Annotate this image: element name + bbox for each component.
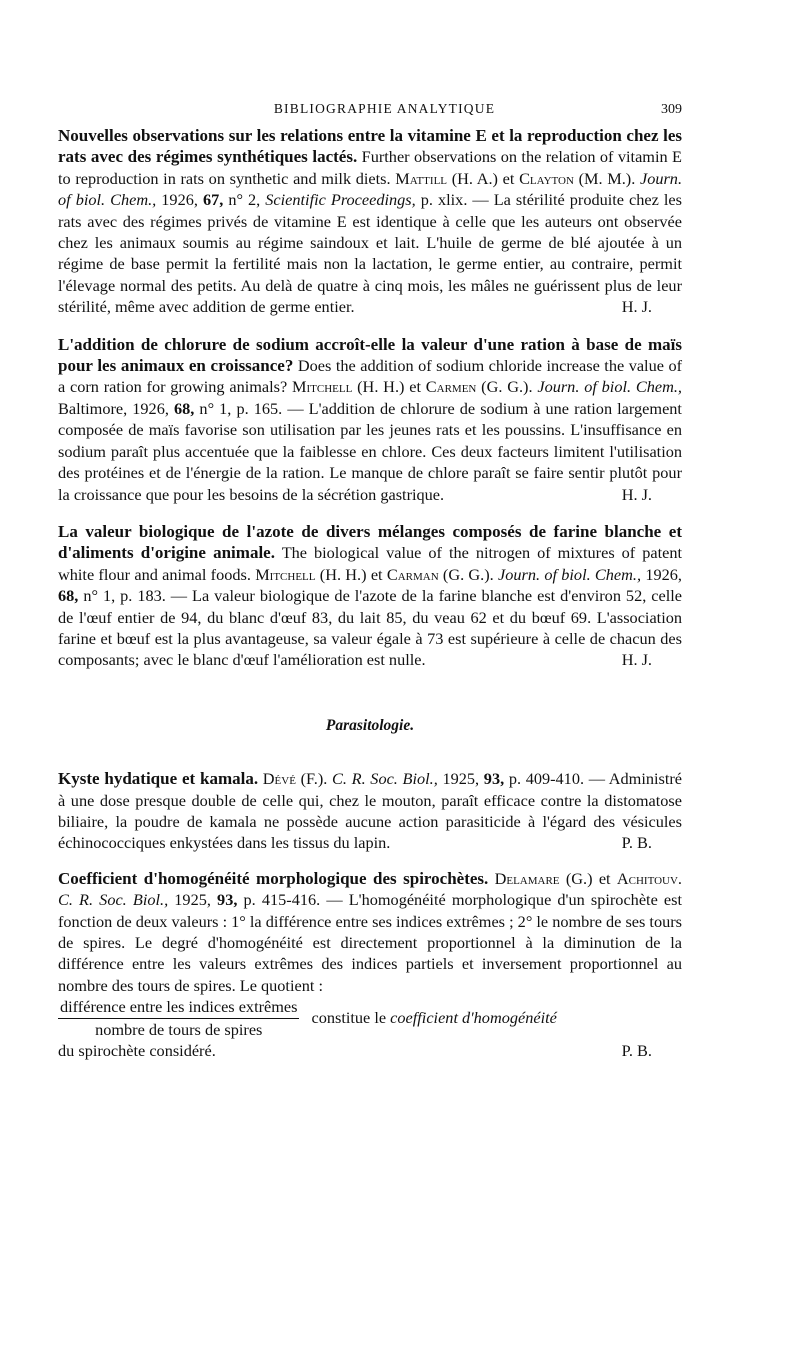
author: Achitouv. [616, 868, 682, 888]
formula-fraction [58, 996, 299, 1040]
year: 1926, [132, 398, 169, 418]
pages: p. 415-416. [243, 890, 321, 910]
author-initials: (M. M.). [578, 168, 636, 188]
author-initials: (H. H.) [319, 564, 367, 584]
signature: H. J. [621, 484, 652, 504]
fraction-numerator: différence entre les indices extrêmes [58, 996, 299, 1018]
author: Delamare [494, 868, 560, 888]
running-head-title: BIBLIOGRAPHIE ANALYTIQUE [273, 101, 496, 116]
year: 1925, [442, 769, 480, 789]
entry-title: Nouvelles observations sur les relations entre la vitamine E et la reproduction chez les rats avec des régimes synthétiques lactés. [58, 126, 682, 167]
author-initials: (G.) [565, 868, 593, 888]
supplement: Scientific Proceedings, [265, 190, 416, 210]
signature: P. B. [621, 1041, 652, 1061]
entry-title: Coefficient d'homogénéité morphologique des spirochètes. [58, 868, 489, 888]
journal: Journ. of biol. Chem., [58, 168, 683, 210]
entry-english-title: The biological value of the nitrogen of mixtures of patent white flour and animal foods. [58, 543, 683, 584]
entry-english-title: Does the addition of sodium chloride increase the value of a corn ration for growing animals? [58, 356, 683, 397]
conjunction: et [502, 168, 515, 188]
formula-text: constitue le [311, 1008, 387, 1028]
formula-line [58, 996, 682, 1040]
volume: 67, [202, 190, 224, 210]
entry-vitamin-e [58, 125, 682, 318]
issue: n° 2, [228, 190, 261, 210]
pages: p. 165. [236, 398, 283, 418]
author: Carman [386, 564, 439, 584]
fraction-denominator: nombre de tours de spires [95, 1019, 263, 1039]
author-initials: (H. H.) [357, 377, 405, 397]
formula-term: coefficient d'homogénéité [390, 1008, 557, 1028]
entry-sodium-chloride [58, 334, 682, 505]
entry-title: La valeur biologique de l'azote de divers mélanges composés de farine blanche et d'aliments d'origine animale. [58, 521, 682, 563]
entry-title: L'addition de chlorure de sodium accroît-elle la valeur d'une ration à base de maïs pour les animaux en croissance? [58, 334, 682, 376]
journal: C. R. Soc. Biol., [58, 890, 169, 910]
issue: n° 1, [199, 398, 232, 418]
journal: Journ. of biol. Chem., [537, 377, 682, 397]
volume: 68, [58, 586, 79, 606]
author: Mitchell [292, 377, 353, 397]
section-heading: Parasitologie. [325, 716, 415, 734]
entry-body: — L'addition de chlorure de sodium à une ration largement composée de maïs favorise son utilisation par les jeunes rats et les poussins. L'insuffisance en sodium paraît plus accentuée que la faiblesse en chlore. Ces deux facteurs limitent l'utilisation des protéines et de l'énergie de la ration. Le manque de chlore paraît se faire sentir plutôt pour la croissance que pour les besoins de la sécrétion gastrique. [58, 398, 682, 504]
author: Carmen [425, 377, 477, 397]
page [58, 98, 682, 1061]
entry-body: — La stérilité produite chez les rats avec des régimes privés de vitamine E est identique à celle que les auteurs ont observée chez les animaux soumis au régime saindoux et lait. L'huile de germe de blé ajoutée à un régime de base permit la fertilité mais non la lactation, le germe entier, au contraire, permit l'élevage normal des petits. Au delà de quatre à cinq mois, les mâles ne guérissent plus de leur stérilité, même avec addition de germe entier. [58, 190, 682, 317]
signature: H. J. [621, 650, 652, 670]
volume: 68, [173, 398, 195, 418]
author-initials: (H. A.) [451, 168, 498, 188]
year: 1926, [161, 190, 198, 210]
entry-body: — Administré à une dose presque double de celle qui, chez le mouton, paraît efficace contre la distomatose biliaire, la poudre de kamala ne possède aucune action parasiticide à l'égard des vésicules échinococciques enkystées dans les tissus du lapin. [58, 769, 683, 853]
journal: C. R. Soc. Biol., [332, 769, 438, 789]
page-number: 309 [661, 102, 682, 117]
pages: p. xlix. [420, 190, 468, 210]
journal: Journ. of biol. Chem., [498, 564, 642, 584]
entry-body: — La valeur biologique de l'azote de la farine blanche est d'environ 52, celle de l'œuf entier de 94, du blanc d'œuf 83, du lait 85, du veau 62 et du bœuf 69. L'association farine et bœuf est la plus avantageuse, sa valeur égale à 73 est supérieure à celle de chacun des composants; avec le blanc d'œuf l'amélioration est nulle. [58, 586, 682, 670]
author-initials: (G. G.). [442, 564, 494, 584]
entry-spirochete-coefficient [58, 868, 682, 996]
running-head [58, 98, 682, 122]
author: Mattill [395, 168, 448, 188]
author-initials: (G. G.). [481, 377, 533, 397]
volume: 93, [483, 769, 505, 789]
entry-body: — L'homogénéité morphologique d'un spirochète est fonction de deux valeurs : 1° la différence entre ses indices extrêmes ; 2° le nombre de ses tours de spires. Le degré d'homogénéité est directement proportionnel à la diminution de la différence entre les valeurs extrêmes des indices partiels et inversement proportionnel au nombre des tours de spires. Le quotient : [58, 890, 682, 995]
final-text: du spirochète considéré. [58, 1041, 216, 1061]
entry-final-line [58, 1040, 682, 1061]
year: 1925, [174, 890, 211, 910]
entry-nitrogen-value [58, 521, 682, 671]
signature: H. J. [621, 297, 652, 317]
entry-hydatid-cyst [58, 768, 682, 854]
volume: 93, [217, 890, 238, 910]
author-initials: (F.). [300, 769, 328, 789]
pages: p. 183. [120, 586, 166, 606]
entry-title: Kyste hydatique et kamala. [58, 769, 259, 789]
author: Dévé [262, 769, 296, 789]
signature: P. B. [621, 833, 652, 853]
conjunction: et [370, 564, 383, 584]
pages: p. 409-410. [508, 769, 585, 789]
conjunction: et [598, 868, 611, 888]
entry-english-title: Further observations on the relation of vitamin E to reproduction in rats on synthetic and milk diets. [58, 147, 682, 188]
year: 1926, [645, 564, 682, 584]
place: Baltimore, [58, 398, 128, 418]
issue: n° 1, [83, 586, 116, 606]
conjunction: et [409, 377, 421, 397]
author: Clayton [519, 168, 574, 188]
author: Mitchell [255, 564, 316, 584]
